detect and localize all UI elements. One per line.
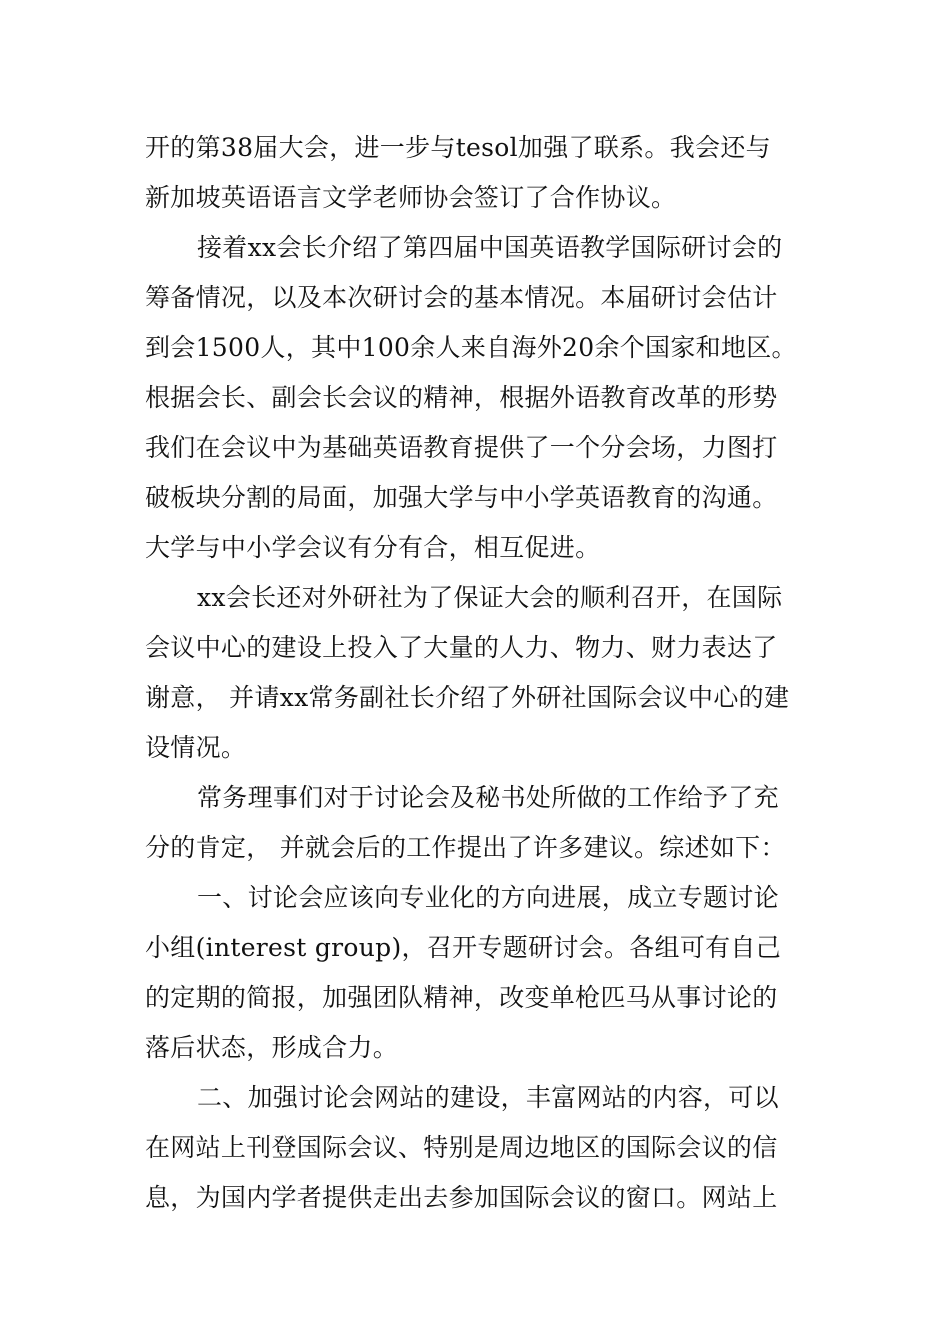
- text-line: 二、加强讨论会网站的建设，丰富网站的内容，可以: [197, 1083, 779, 1112]
- text-line: 筹备情况，以及本次研讨会的基本情况。本届研讨会估计: [145, 283, 778, 312]
- text-line: 开的第38届大会，进一步与tesol加强了联系。我会还与: [145, 133, 771, 162]
- text-line: 根据会长、副会长会议的精神，根据外语教育改革的形势: [145, 383, 778, 412]
- text-line: 到会1500人，其中100余人来自海外20余个国家和地区。: [145, 333, 797, 362]
- document-body: [145, 123, 810, 1223]
- text-line: 分的肯定， 并就会后的工作提出了许多建议。综述如下：: [145, 833, 786, 862]
- text-line: 设情况。: [145, 733, 247, 762]
- text-line: 破板块分割的局面，加强大学与中小学英语教育的沟通。: [145, 483, 778, 512]
- text-line: 我们在会议中为基础英语教育提供了一个分会场，力图打: [145, 433, 778, 462]
- text-line: 小组(interest group)，召开专题研讨会。各组可有自己: [145, 933, 782, 962]
- text-line: 接着xx会长介绍了第四届中国英语教学国际研讨会的: [197, 233, 783, 262]
- text-line: 在网站上刊登国际会议、特别是周边地区的国际会议的信: [145, 1133, 778, 1162]
- text-line: 会议中心的建设上投入了大量的人力、物力、财力表达了: [145, 633, 778, 662]
- text-line: 新加坡英语语言文学老师协会签订了合作协议。: [145, 183, 677, 212]
- text-line: 的定期的简报，加强团队精神，改变单枪匹马从事讨论的: [145, 983, 778, 1012]
- text-line: 一、讨论会应该向专业化的方向进展，成立专题讨论: [197, 883, 779, 912]
- text-line: 息，为国内学者提供走出去参加国际会议的窗口。网站上: [145, 1183, 778, 1212]
- text-line: 谢意， 并请xx常务副社长介绍了外研社国际会议中心的建: [145, 683, 790, 712]
- text-line: xx会长还对外研社为了保证大会的顺利召开，在国际: [197, 583, 783, 612]
- text-line: 常务理事们对于讨论会及秘书处所做的工作给予了充: [197, 783, 779, 812]
- text-line: 落后状态，形成合力。: [145, 1033, 399, 1062]
- text-line: 大学与中小学会议有分有合，相互促进。: [145, 533, 601, 562]
